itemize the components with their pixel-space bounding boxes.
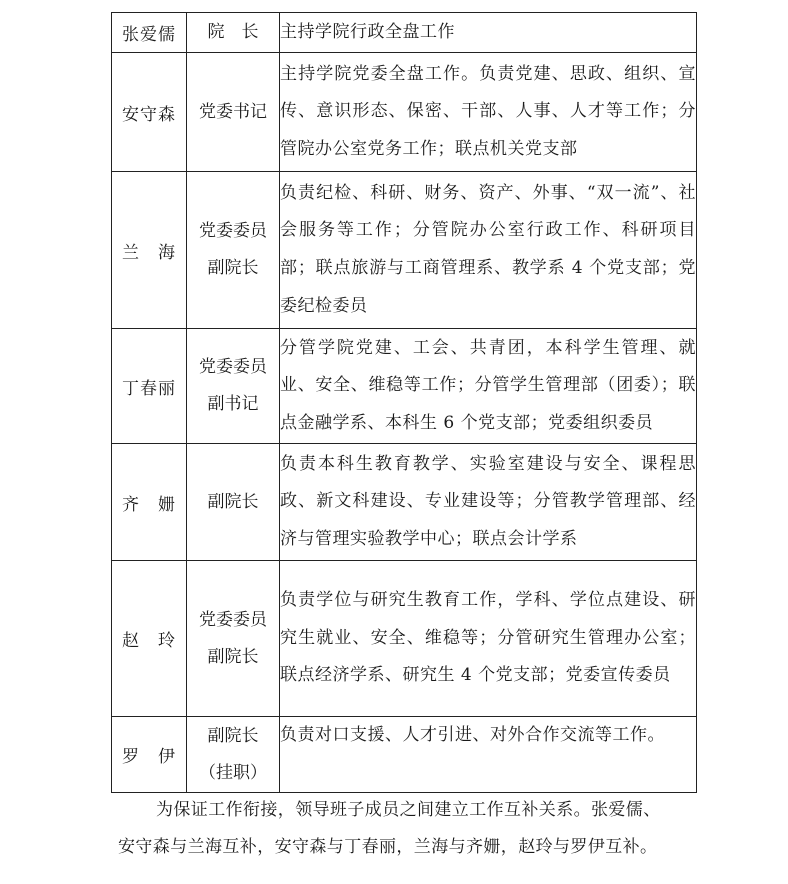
title-line: 党委书记 xyxy=(199,101,267,122)
member-name: 丁春丽 xyxy=(112,329,187,444)
leadership-table xyxy=(111,12,697,793)
member-name: 张爱儒 xyxy=(112,13,187,53)
table-row xyxy=(112,329,697,444)
title-line: 副院长 xyxy=(207,491,259,512)
member-duty: 主持学院行政全盘工作 xyxy=(280,13,697,53)
member-duty: 负责学位与研究生教育工作，学科、学位点建设、研究生就业、安全、维稳等；分管研究生管理办公室；联点经济学系、研究生 4 个党支部；党委宣传委员 xyxy=(280,561,697,717)
member-title xyxy=(187,172,280,329)
paragraph-line: 为保证工作衔接，领导班子成员之间建立工作互补关系。张爱儒、 xyxy=(156,800,661,820)
member-title xyxy=(187,561,280,717)
member-duty: 分管学院党建、工会、共青团，本科学生管理、就业、安全、维稳等工作；分管学生管理部（团委）；联点金融学系、本科生 6 个党支部；党委组织委员 xyxy=(280,329,697,444)
member-duty: 负责对口支援、人才引进、对外合作交流等工作。 xyxy=(280,717,697,793)
member-name: 齐 姗 xyxy=(112,444,187,561)
title-line: 党委委员 xyxy=(199,221,267,241)
table-row xyxy=(112,717,697,793)
title-line: （挂职） xyxy=(199,762,267,783)
table-row xyxy=(112,13,697,53)
member-title xyxy=(187,13,280,53)
title-line: 党委委员 xyxy=(199,609,267,630)
title-line: 副书记 xyxy=(207,394,259,414)
member-name: 赵 玲 xyxy=(112,561,187,717)
title-line: 副院长 xyxy=(207,646,259,667)
table-row xyxy=(112,53,697,172)
member-title xyxy=(187,444,280,561)
member-title xyxy=(187,329,280,444)
table-row xyxy=(112,172,697,329)
member-name: 兰 海 xyxy=(112,172,187,329)
paragraph-line: 安守森与兰海互补，安守森与丁春丽，兰海与齐姗，赵玲与罗伊互补。 xyxy=(118,837,658,857)
title-line: 副院长 xyxy=(207,258,259,278)
member-title xyxy=(187,717,280,793)
member-name: 安守森 xyxy=(112,53,187,172)
member-duty: 负责本科生教育教学、实验室建设与安全、课程思政、新文科建设、专业建设等；分管教学管理部、经济与管理实验教学中心；联点会计学系 xyxy=(280,444,697,561)
member-duty: 负责纪检、科研、财务、资产、外事、“双一流”、社会服务等工作；分管院办公室行政工作、科研项目部；联点旅游与工商管理系、教学系 4 个党支部；党委纪检委员 xyxy=(280,172,697,329)
member-duty: 主持学院党委全盘工作。负责党建、思政、组织、宣传、意识形态、保密、干部、人事、人才等工作；分管院办公室党务工作；联点机关党支部 xyxy=(280,53,697,172)
complement-paragraph xyxy=(118,792,698,866)
title-line: 副院长 xyxy=(207,725,259,746)
table-row xyxy=(112,561,697,717)
member-title xyxy=(187,53,280,172)
table-row xyxy=(112,444,697,561)
title-line: 院 长 xyxy=(207,22,259,42)
title-line: 党委委员 xyxy=(199,357,267,377)
member-name: 罗 伊 xyxy=(112,717,187,793)
